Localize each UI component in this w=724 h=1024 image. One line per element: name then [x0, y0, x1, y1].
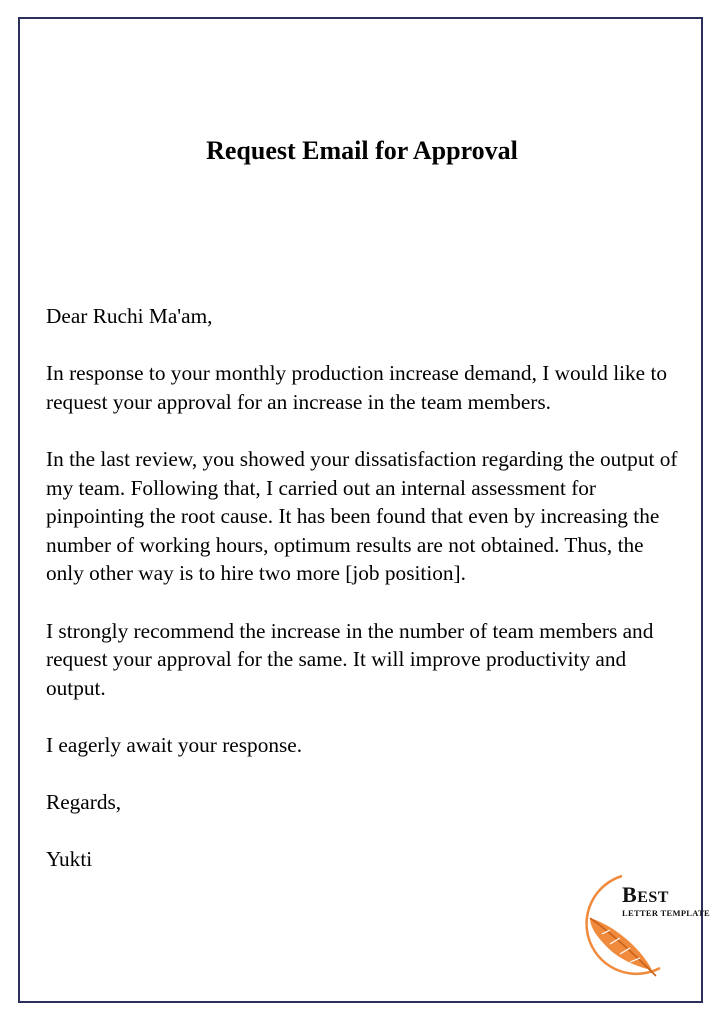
signature: Yukti [46, 847, 93, 872]
paragraph-2: In the last review, you showed your dissatisfaction regarding the output of my team. Following that, I carried out an internal assessment for pinpointing the root cause. It has been found that even by increasing the number of working hours, optimum results are not obtained. Thus, the only other way is to hire two more [job position]. [46, 446, 678, 586]
paragraph-4: I eagerly await your response. [46, 732, 303, 757]
document-title: Request Email for Approval [206, 136, 518, 165]
logo-tagline: LETTER TEMPLATE [622, 908, 711, 918]
salutation: Dear Ruchi Ma'am, [46, 304, 213, 328]
paragraph-1: In response to your monthly production increase demand, I would like to request your approval for an increase in the team members. [46, 361, 668, 414]
logo-brand-initial: B [622, 882, 638, 907]
brand-logo [560, 872, 711, 990]
logo-brand-text [622, 882, 669, 908]
paragraph-3: I strongly recommend the increase in the number of team members and request your approval for the same. It will improve productivity and output. [46, 618, 654, 700]
closing: Regards, [46, 790, 122, 815]
logo-brand-rest: EST [637, 889, 669, 906]
letter-body [46, 302, 686, 902]
